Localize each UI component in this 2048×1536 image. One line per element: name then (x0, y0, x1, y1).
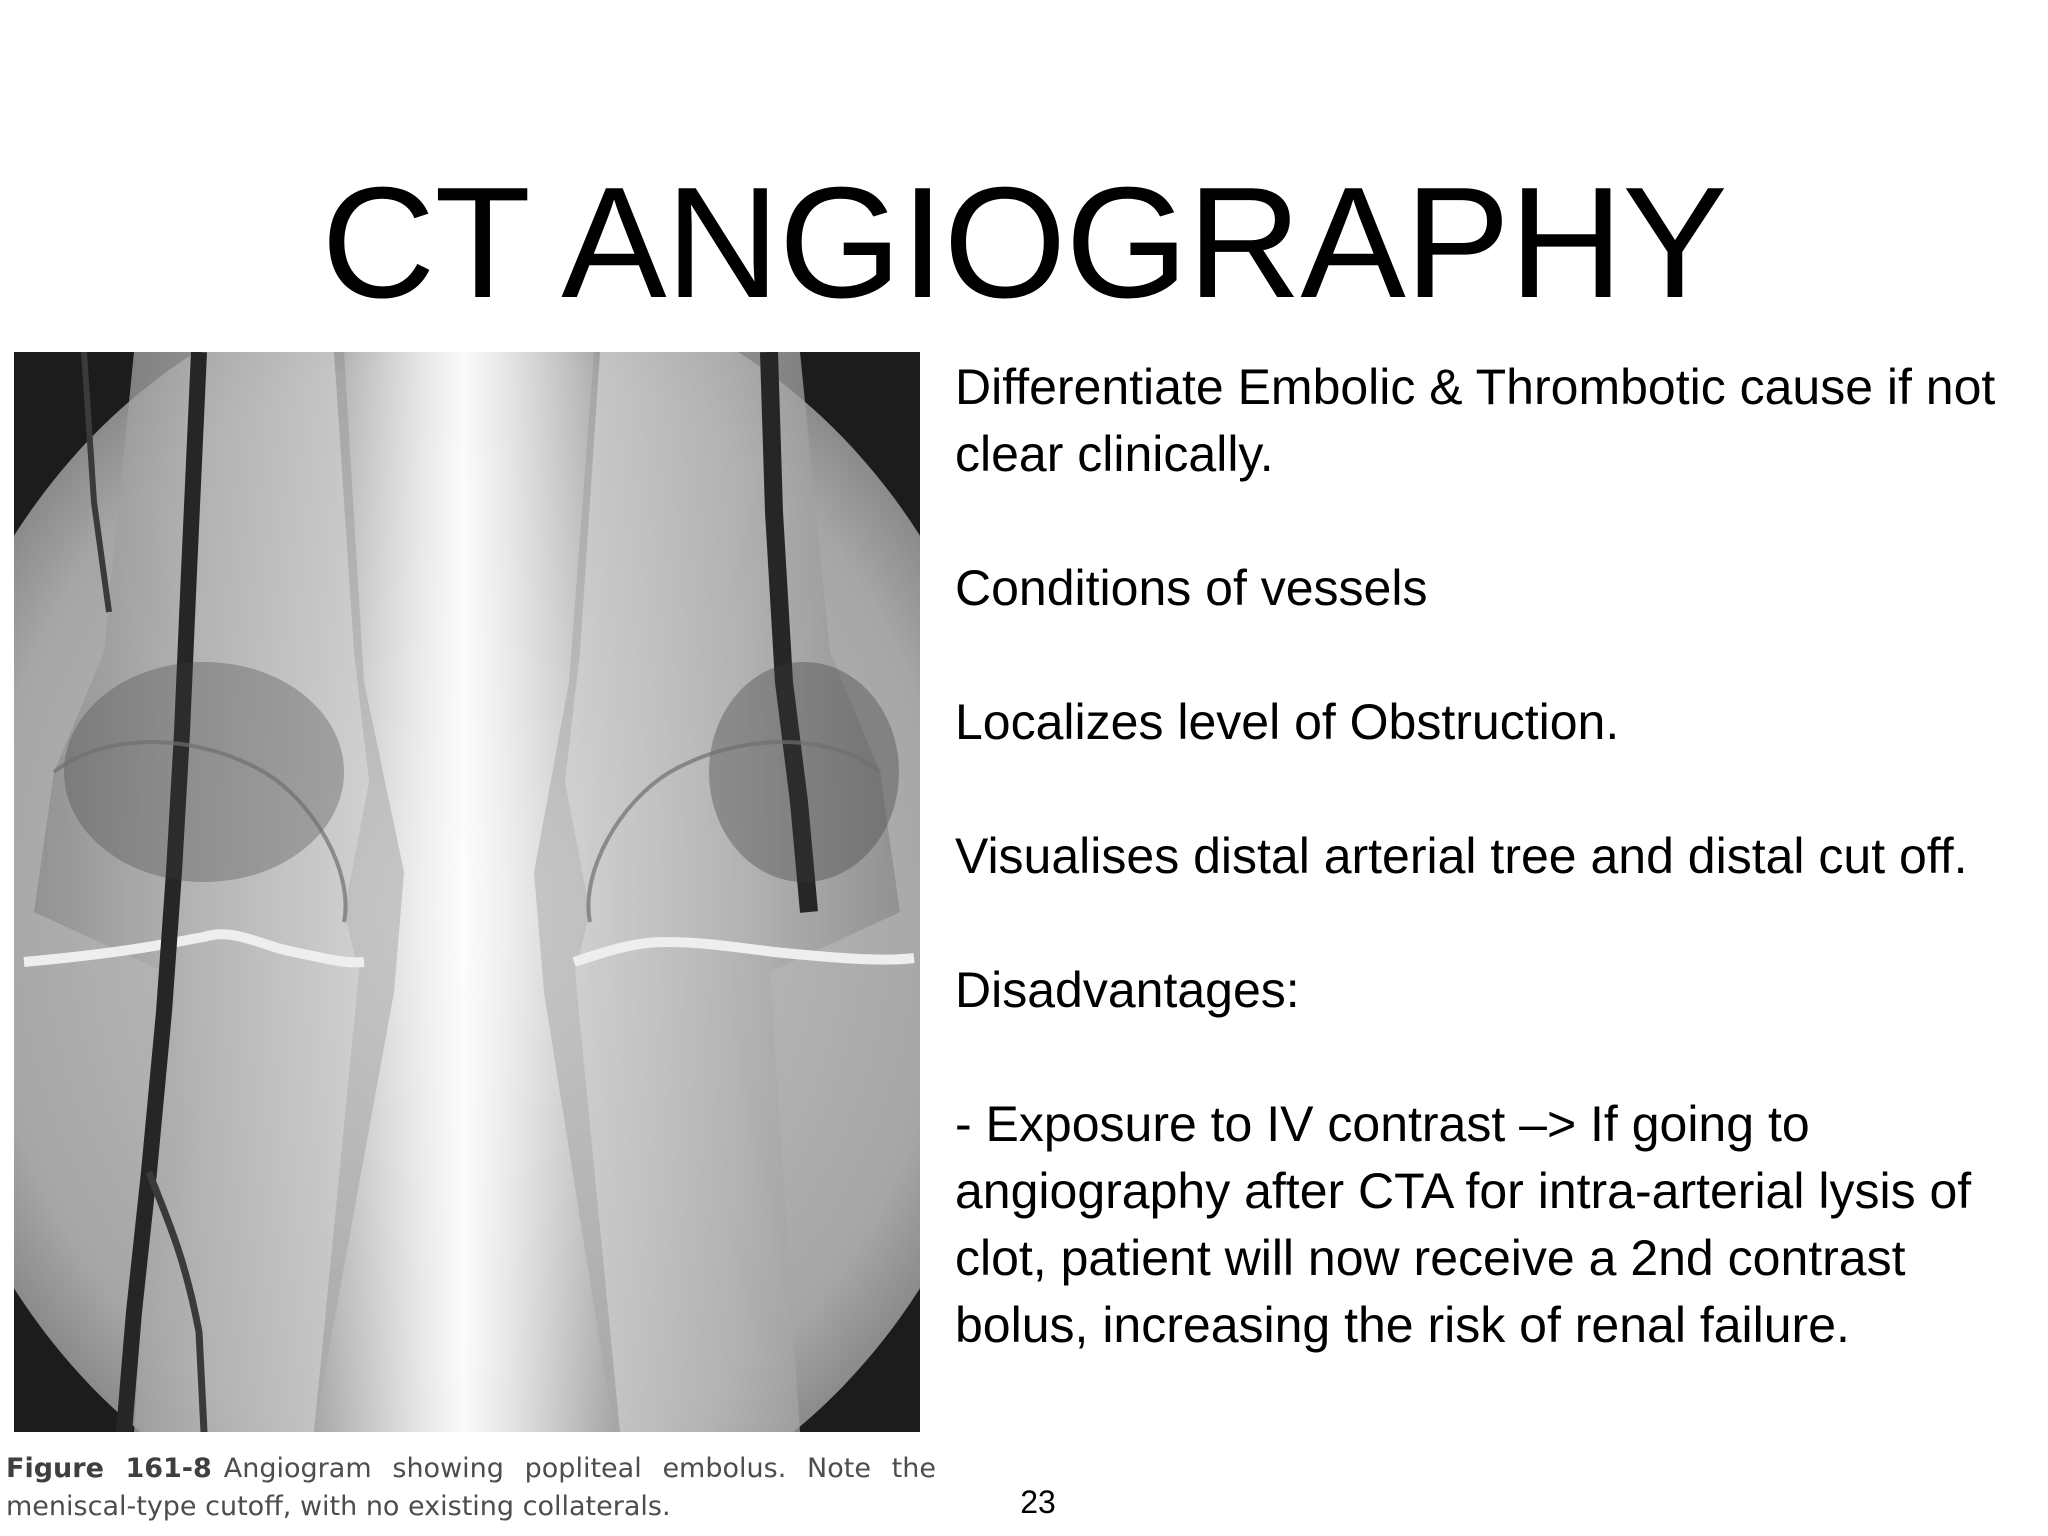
figure-caption-text: Angiogram showing popliteal embolus. Note the meniscal-type cutoff, with no existing collaterals. (6, 1453, 936, 1522)
right-contrast-blush (709, 662, 899, 882)
paragraph-spacer (955, 622, 2015, 689)
figure-label: Figure 161-8 (6, 1453, 212, 1484)
body-paragraph-6: - Exposure to IV contrast –> If going to angiography after CTA for intra-arterial lysis of clot, patient will now receive a 2nd contrast bolus, increasing the risk of renal failure. (955, 1096, 1972, 1353)
left-contrast-blush (64, 662, 344, 882)
angiogram-illustration (14, 352, 920, 1432)
body-text (955, 354, 2015, 1359)
body-paragraph-3: Localizes level of Obstruction. (955, 694, 1620, 750)
body-paragraph-4: Visualises distal arterial tree and distal cut off. (955, 828, 1968, 884)
slide-title: CT ANGIOGRAPHY (321, 155, 1727, 331)
paragraph-spacer (955, 1024, 2015, 1091)
angiogram-image (14, 352, 920, 1432)
paragraph-spacer (955, 488, 2015, 555)
figure-caption (6, 1450, 936, 1526)
paragraph-spacer (955, 756, 2015, 823)
paragraph-spacer (955, 890, 2015, 957)
body-paragraph-2: Conditions of vessels (955, 560, 1428, 616)
body-paragraph-5: Disadvantages: (955, 962, 1300, 1018)
page-number: 23 (1020, 1484, 1056, 1520)
body-paragraph-1: Differentiate Embolic & Thrombotic cause if not clear clinically. (955, 359, 1996, 482)
